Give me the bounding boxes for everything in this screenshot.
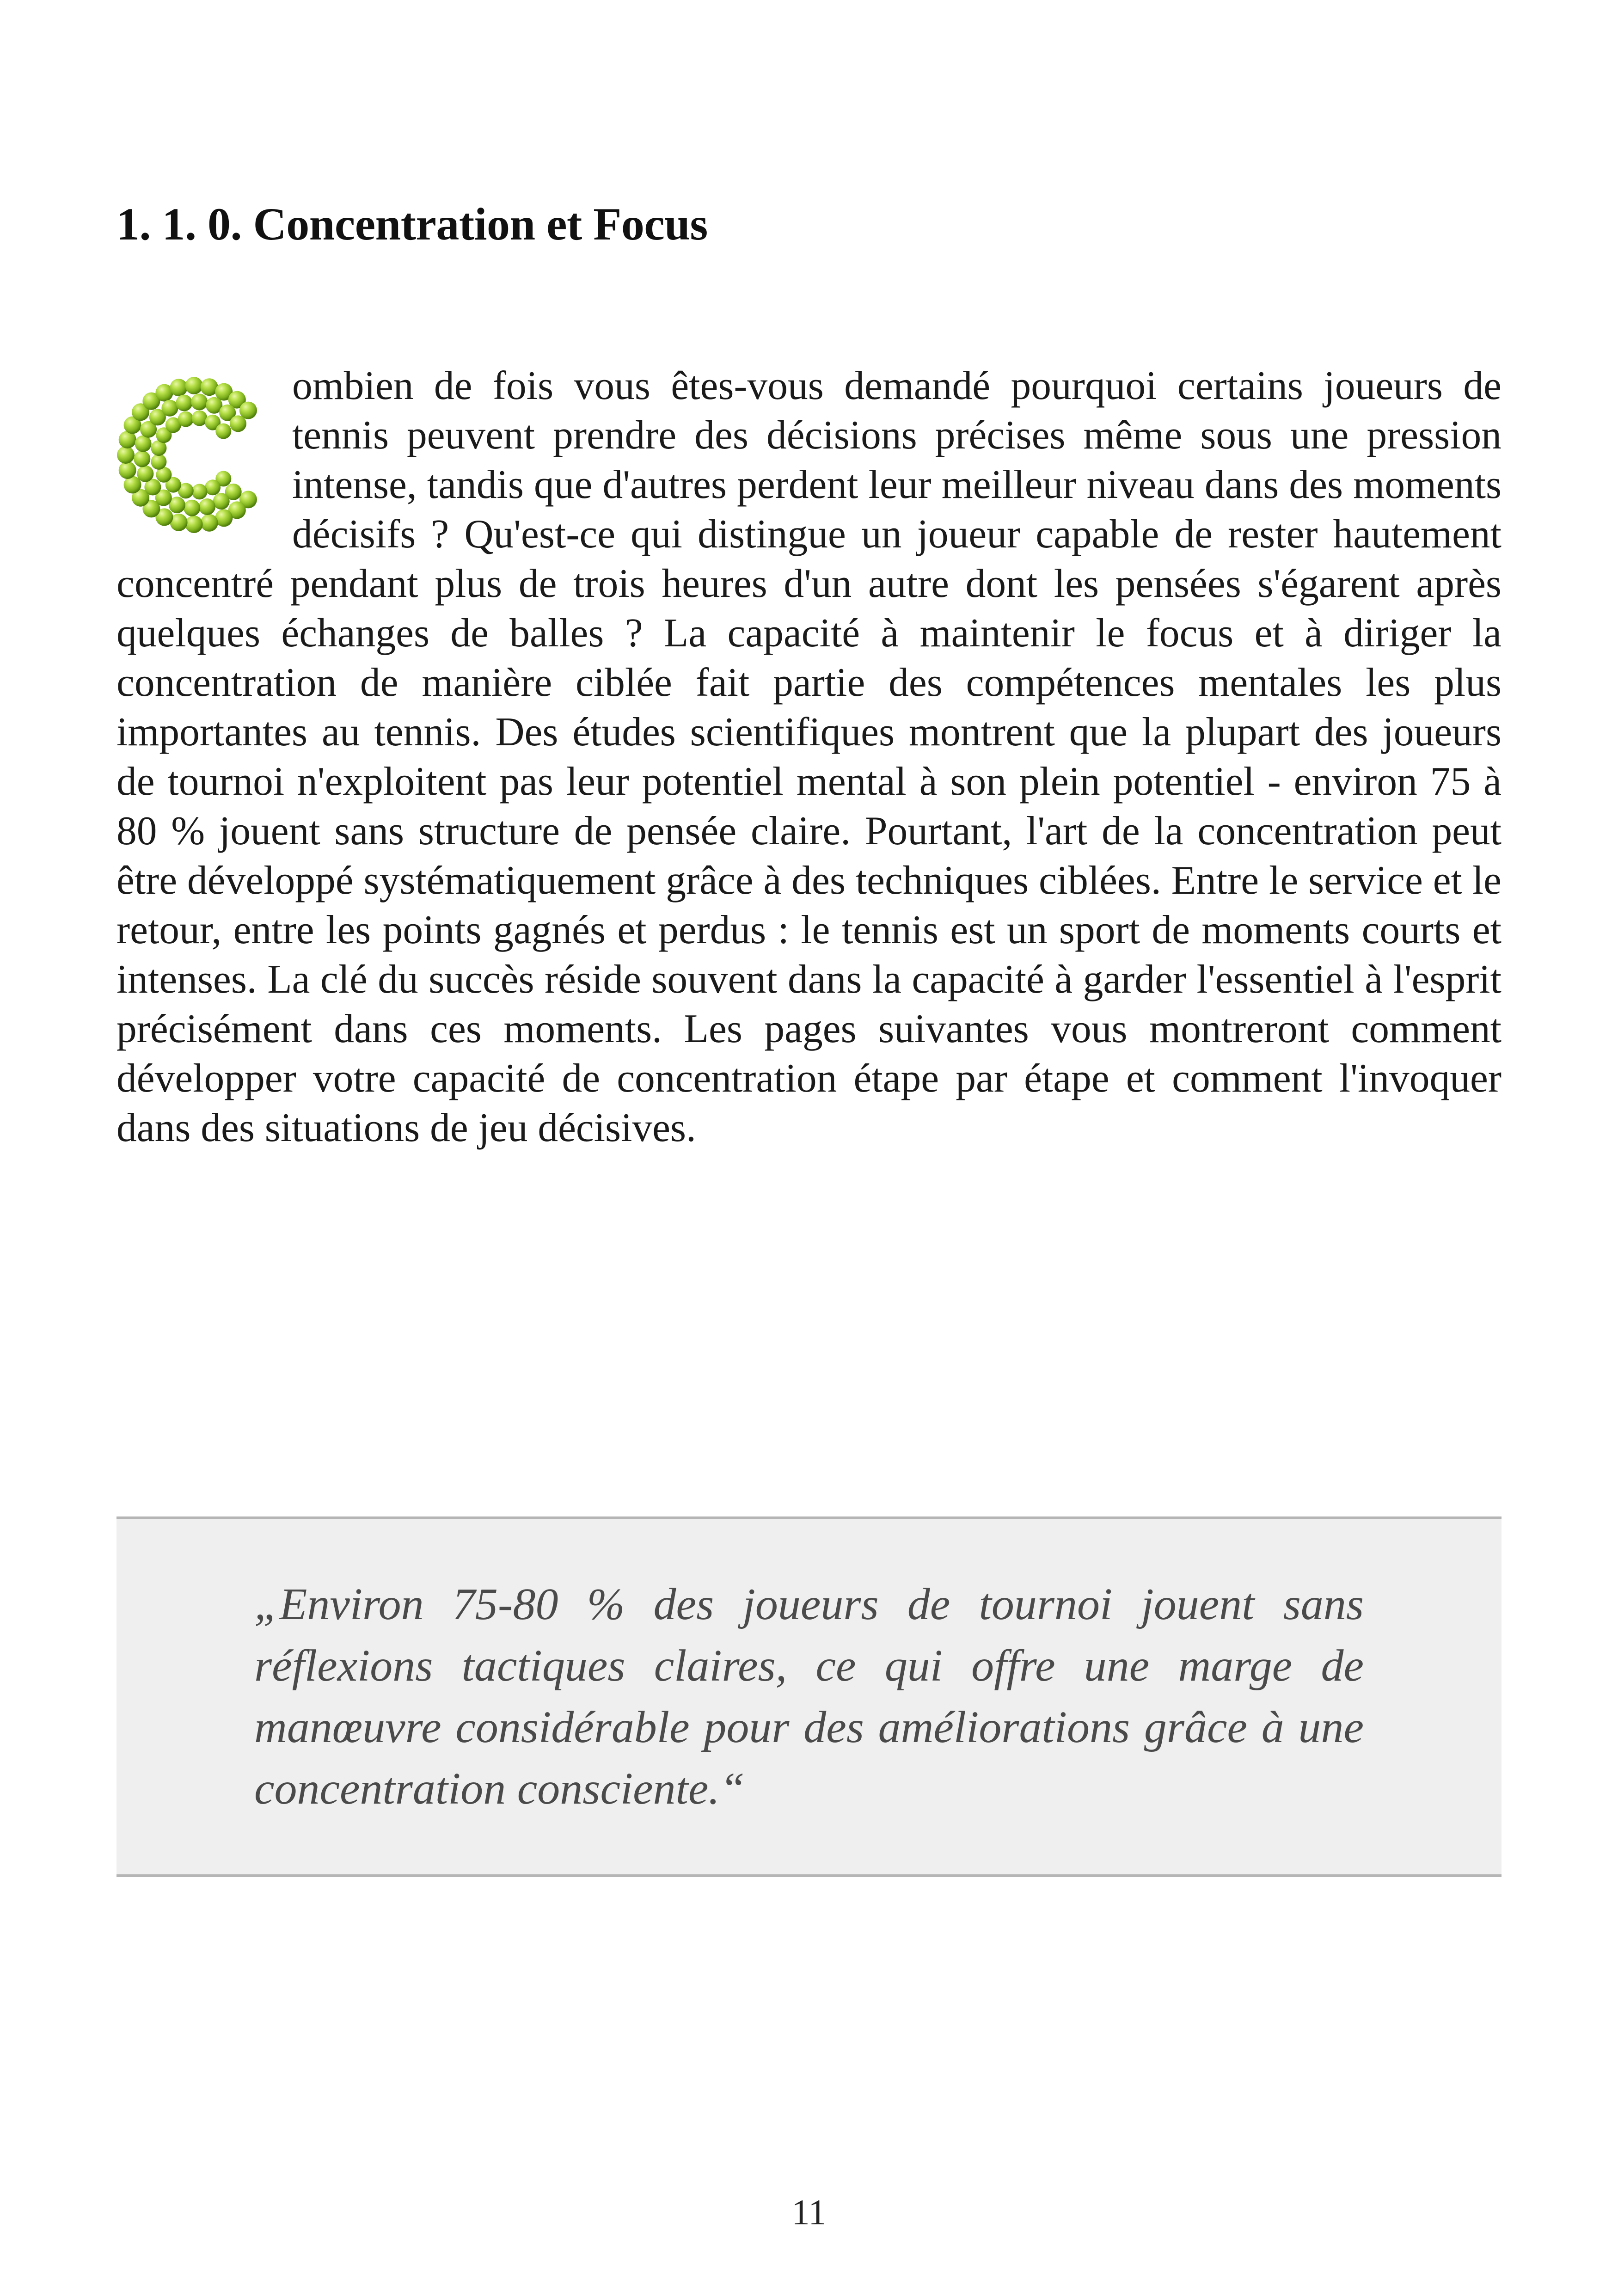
- quote-box: [116, 1516, 1502, 1877]
- tennis-ball-icon: [151, 454, 166, 470]
- tennis-balls-letter-icon: [116, 362, 274, 547]
- quote-text: „Environ 75-80 % des joueurs de tournoi jouent sans réflexions tactiques claires, ce qui offre une marge de manœuvre considérable pour des améliorations grâce à une concentration consciente.“: [254, 1579, 1364, 1814]
- body-text: ombien de fois vous êtes-vous demandé pourquoi certains joueurs de tennis peuvent prendre des décisions précises même sous une pression intense, tandis que d'autres perdent leur meilleur niveau dans des moments décisifs ? Qu'est-ce qui distingue un joueur capable de rester hautement concentré pendant plus de trois heures d'un autre dont les pensées s'égarent après quelques échanges de balles ? La capacité à maintenir le focus et à diriger la concentration de manière ciblée fait partie des compétences mentales les plus importantes au tennis. Des études scientifiques montrent que la plupart des joueurs de tournoi n'exploitent pas leur potentiel mental à son plein potentiel - environ 75 à 80 % jouent sans structure de pensée claire. Pourtant, l'art de la concentration peut être développé systématiquement grâce à des techniques ciblées. Entre le service et le retour, entre les points gagnés et perdus : le tennis est un sport de moments courts et intenses. La clé du succès réside souvent dans la capacité à garder l'essentiel à l'esprit précisément dans ces moments. Les pages suivantes vous montreront comment développer votre capacité de concentration étape par étape et comment l'invoquer dans des situations de jeu décisives.: [116, 363, 1502, 1150]
- tennis-ball-icon: [201, 514, 218, 532]
- tennis-ball-icon: [192, 484, 208, 499]
- tennis-ball-icon: [134, 451, 150, 467]
- tennis-ball-icon: [213, 493, 230, 510]
- page-number: 11: [791, 2192, 827, 2232]
- tennis-ball-icon: [215, 424, 231, 439]
- tennis-ball-icon: [178, 411, 194, 427]
- tennis-ball-icon: [184, 500, 200, 516]
- tennis-ball-icon: [185, 377, 203, 394]
- tennis-ball-icon: [161, 400, 178, 417]
- tennis-ball-icon: [185, 516, 203, 533]
- tennis-ball-icon: [170, 379, 188, 396]
- tennis-ball-icon: [117, 446, 135, 464]
- tennis-ball-icon: [191, 393, 208, 410]
- tennis-ball-icon: [176, 395, 192, 411]
- tennis-ball-icon: [137, 466, 153, 482]
- tennis-ball-icon: [135, 436, 152, 452]
- tennis-ball-icon: [119, 461, 136, 479]
- body-paragraph: [116, 361, 1502, 1152]
- tennis-ball-icon: [230, 415, 246, 432]
- section-heading: 1. 1. 0. Concentration et Focus: [116, 198, 708, 250]
- tennis-ball-icon: [199, 498, 215, 515]
